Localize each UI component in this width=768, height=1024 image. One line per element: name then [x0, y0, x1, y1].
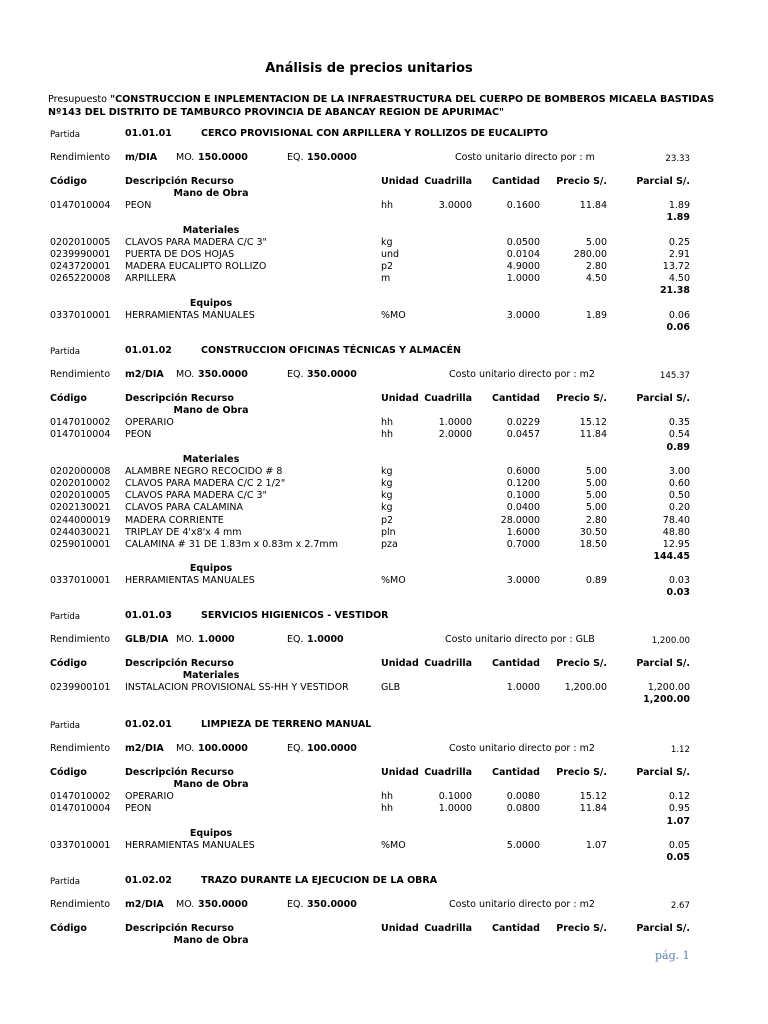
row-code: 0147010004	[50, 200, 111, 212]
header-descripcion: Descripción Recurso	[125, 767, 234, 778]
row-precio: 1.07	[585, 839, 607, 851]
eq-value: 100.0000	[307, 743, 357, 754]
header-cuadrilla: Cuadrilla	[424, 767, 472, 778]
header-descripcion: Descripción Recurso	[125, 923, 234, 934]
row-precio: 5.00	[585, 478, 607, 490]
row-cuadrilla: 1.0000	[438, 803, 472, 815]
row-description: INSTALACION PROVISIONAL SS-HH Y VESTIDOR	[125, 682, 349, 694]
rendimiento-unit: m2/DIA	[125, 369, 164, 380]
row-cantidad: 0.6000	[506, 465, 540, 477]
group-subtotal: 1,200.00	[643, 694, 690, 706]
header-precio: Precio S/.	[556, 658, 607, 669]
costo-unit: m2	[579, 899, 595, 910]
header-codigo: Código	[50, 658, 87, 669]
group-subtotal: 144.45	[653, 550, 690, 562]
row-cantidad: 5.0000	[506, 839, 540, 851]
rendimiento-unit: m/DIA	[125, 152, 158, 163]
header-precio: Precio S/.	[556, 176, 607, 187]
partida-name: TRAZO DURANTE LA EJECUCION DE LA OBRA	[201, 875, 438, 886]
row-unit: %MO	[381, 309, 406, 321]
partida-label: Partida	[50, 347, 81, 357]
partida-name: CERCO PROVISIONAL CON ARPILLERA Y ROLLIZOS DE EUCALIPTO	[201, 128, 548, 139]
row-unit: kg	[381, 465, 393, 477]
row-cuadrilla: 2.0000	[438, 429, 472, 441]
header-codigo: Código	[50, 176, 87, 187]
partida-code: 01.01.02	[125, 345, 172, 356]
rendimiento-unit: GLB/DIA	[125, 634, 169, 645]
row-unit: hh	[381, 429, 394, 441]
row-cantidad: 1.6000	[506, 526, 540, 538]
row-precio: 5.00	[585, 465, 607, 477]
group-subtotal: 1.07	[666, 815, 690, 827]
row-precio: 11.84	[579, 429, 607, 441]
row-code: 0337010001	[50, 309, 111, 321]
row-code: 0202010002	[50, 478, 111, 490]
row-precio: 0.89	[585, 575, 607, 587]
header-unidad: Unidad	[381, 767, 419, 778]
header-unidad: Unidad	[381, 923, 419, 934]
header-descripcion: Descripción Recurso	[125, 658, 234, 669]
partida-code: 01.02.02	[125, 875, 172, 886]
costo-prefix: Costo unitario directo por :	[449, 743, 577, 754]
row-cantidad: 0.7000	[506, 538, 540, 550]
group-title: Mano de Obra	[173, 779, 249, 791]
row-unit: kg	[381, 236, 393, 248]
row-unit: hh	[381, 200, 394, 212]
header-cantidad: Cantidad	[492, 176, 540, 187]
row-description: CLAVOS PARA MADERA C/C 3"	[125, 490, 267, 502]
rendimiento-label: Rendimiento	[50, 899, 111, 910]
row-code: 0239900101	[50, 682, 111, 694]
row-unit: hh	[381, 417, 394, 429]
group-title: Equipos	[189, 827, 233, 839]
row-precio: 5.00	[585, 502, 607, 514]
header-parcial: Parcial S/.	[636, 176, 690, 187]
mo-value: 350.0000	[198, 369, 248, 380]
row-parcial: 78.40	[662, 514, 690, 526]
row-description: MADERA CORRIENTE	[125, 514, 224, 526]
row-precio: 4.50	[585, 273, 607, 285]
costo-prefix: Costo unitario directo por :	[449, 369, 577, 380]
rendimiento-label: Rendimiento	[50, 369, 111, 380]
row-code: 0202010005	[50, 236, 111, 248]
row-parcial: 1,200.00	[647, 682, 690, 694]
row-code: 0147010002	[50, 417, 111, 429]
row-cantidad: 0.0229	[506, 417, 540, 429]
eq-value: 350.0000	[307, 369, 357, 380]
row-description: MADERA EUCALIPTO ROLLIZO	[125, 261, 267, 273]
costo-unitario-value: 145.37	[659, 371, 690, 381]
header-precio: Precio S/.	[556, 923, 607, 934]
partida-code: 01.01.01	[125, 128, 172, 139]
rendimiento-label: Rendimiento	[50, 634, 111, 645]
header-codigo: Código	[50, 767, 87, 778]
row-parcial: 0.35	[668, 417, 690, 429]
mo-value: 1.0000	[198, 634, 235, 645]
row-cantidad: 4.9000	[506, 261, 540, 273]
row-description: HERRAMIENTAS MANUALES	[125, 309, 255, 321]
row-parcial: 13.72	[662, 261, 690, 273]
row-code: 0147010002	[50, 791, 111, 803]
rendimiento-label: Rendimiento	[50, 743, 111, 754]
row-code: 0147010004	[50, 429, 111, 441]
rendimiento-label: Rendimiento	[50, 152, 111, 163]
eq-label: EQ.	[287, 899, 304, 910]
eq-value: 350.0000	[307, 899, 357, 910]
header-cuadrilla: Cuadrilla	[424, 923, 472, 934]
row-cuadrilla: 1.0000	[438, 417, 472, 429]
row-precio: 18.50	[579, 538, 607, 550]
row-code: 0244030021	[50, 526, 111, 538]
row-unit: pza	[381, 538, 398, 550]
row-cantidad: 3.0000	[506, 575, 540, 587]
row-code: 0243720001	[50, 261, 111, 273]
header-cantidad: Cantidad	[492, 393, 540, 404]
group-title: Mano de Obra	[173, 935, 249, 947]
header-cuadrilla: Cuadrilla	[424, 658, 472, 669]
costo-unitario-value: 1.12	[670, 745, 690, 755]
row-precio: 15.12	[579, 791, 607, 803]
row-code: 0259010001	[50, 538, 111, 550]
partida-label: Partida	[50, 877, 81, 887]
row-description: PEON	[125, 200, 152, 212]
costo-unitario-label	[455, 152, 595, 164]
row-code: 0202010005	[50, 490, 111, 502]
costo-prefix: Costo unitario directo por :	[449, 899, 577, 910]
row-cantidad: 28.0000	[500, 514, 540, 526]
row-parcial: 0.05	[668, 839, 690, 851]
header-codigo: Código	[50, 393, 87, 404]
group-title: Materiales	[182, 453, 240, 465]
row-unit: kg	[381, 478, 393, 490]
partida-code: 01.01.03	[125, 610, 172, 621]
partida-label: Partida	[50, 612, 81, 622]
header-parcial: Parcial S/.	[636, 767, 690, 778]
row-code: 0244000019	[50, 514, 111, 526]
row-description: CLAVOS PARA CALAMINA	[125, 502, 243, 514]
row-parcial: 2.91	[668, 248, 690, 260]
header-unidad: Unidad	[381, 658, 419, 669]
row-parcial: 0.20	[668, 502, 690, 514]
row-code: 0239990001	[50, 248, 111, 260]
row-precio: 2.80	[585, 514, 607, 526]
group-title: Equipos	[189, 297, 233, 309]
row-cantidad: 0.0104	[506, 248, 540, 260]
row-description: HERRAMIENTAS MANUALES	[125, 575, 255, 587]
row-parcial: 0.06	[668, 309, 690, 321]
costo-unitario-label	[449, 743, 595, 755]
header-parcial: Parcial S/.	[636, 393, 690, 404]
group-subtotal: 0.06	[666, 321, 690, 333]
row-cantidad: 0.0500	[506, 236, 540, 248]
mo-value: 100.0000	[198, 743, 248, 754]
partida-code: 01.02.01	[125, 719, 172, 730]
row-description: PUERTA DE DOS HOJAS	[125, 248, 235, 260]
row-cantidad: 0.0800	[506, 803, 540, 815]
eq-value: 150.0000	[307, 152, 357, 163]
group-title: Mano de Obra	[173, 405, 249, 417]
row-precio: 280.00	[573, 248, 607, 260]
row-precio: 5.00	[585, 490, 607, 502]
row-cuadrilla: 0.1000	[438, 791, 472, 803]
costo-unitario-value: 2.67	[670, 901, 690, 911]
row-code: 0202130021	[50, 502, 111, 514]
eq-label: EQ.	[287, 369, 304, 380]
group-subtotal: 21.38	[659, 285, 690, 297]
row-description: CLAVOS PARA MADERA C/C 2 1/2"	[125, 478, 286, 490]
row-precio: 11.84	[579, 200, 607, 212]
row-cantidad: 3.0000	[506, 309, 540, 321]
row-cuadrilla: 3.0000	[438, 200, 472, 212]
presupuesto-label: Presupuesto	[48, 94, 108, 105]
mo-value: 150.0000	[198, 152, 248, 163]
row-description: OPERARIO	[125, 791, 174, 803]
row-unit: p2	[381, 261, 394, 273]
row-parcial: 0.60	[668, 478, 690, 490]
costo-prefix: Costo unitario directo por :	[455, 152, 583, 163]
row-cantidad: 1.0000	[506, 682, 540, 694]
mo-label: MO.	[176, 899, 195, 910]
group-title: Mano de Obra	[173, 188, 249, 200]
row-code: 0147010004	[50, 803, 111, 815]
partida-label: Partida	[50, 721, 81, 731]
row-description: PEON	[125, 803, 152, 815]
partida-name: LIMPIEZA DE TERRENO MANUAL	[201, 719, 372, 730]
row-parcial: 48.80	[662, 526, 690, 538]
eq-label: EQ.	[287, 634, 304, 645]
row-parcial: 3.00	[668, 465, 690, 477]
row-precio: 30.50	[579, 526, 607, 538]
group-subtotal: 0.05	[666, 852, 690, 864]
costo-unit: m2	[579, 369, 595, 380]
costo-unit: GLB	[575, 634, 595, 645]
header-unidad: Unidad	[381, 176, 419, 187]
row-description: ALAMBRE NEGRO RECOCIDO # 8	[125, 465, 283, 477]
row-unit: GLB	[381, 682, 401, 694]
row-parcial: 0.50	[668, 490, 690, 502]
header-cantidad: Cantidad	[492, 767, 540, 778]
row-code: 0337010001	[50, 575, 111, 587]
mo-value: 350.0000	[198, 899, 248, 910]
row-precio: 15.12	[579, 417, 607, 429]
row-unit: hh	[381, 803, 394, 815]
group-subtotal: 0.89	[666, 441, 690, 453]
costo-unitario-value: 23.33	[665, 154, 690, 164]
row-description: ARPILLERA	[125, 273, 176, 285]
group-subtotal: 0.03	[666, 587, 690, 599]
row-cantidad: 0.1600	[506, 200, 540, 212]
row-code: 0265220008	[50, 273, 111, 285]
group-title: Materiales	[182, 670, 240, 682]
row-cantidad: 0.1000	[506, 490, 540, 502]
mo-label: MO.	[176, 152, 195, 163]
row-description: TRIPLAY DE 4'x8'x 4 mm	[125, 526, 242, 538]
row-precio: 5.00	[585, 236, 607, 248]
costo-prefix: Costo unitario directo por :	[445, 634, 573, 645]
header-parcial: Parcial S/.	[636, 923, 690, 934]
presupuesto-block	[48, 93, 714, 119]
row-cantidad: 1.0000	[506, 273, 540, 285]
costo-unitario-value: 1,200.00	[651, 636, 690, 646]
row-cantidad: 0.0080	[506, 791, 540, 803]
header-precio: Precio S/.	[556, 393, 607, 404]
eq-value: 1.0000	[307, 634, 344, 645]
costo-unitario-label	[445, 634, 595, 646]
costo-unit: m2	[579, 743, 595, 754]
presupuesto-line2: Nº143 DEL DISTRITO DE TAMBURCO PROVINCIA DE ABANCAY REGION DE APURIMAC"	[48, 107, 504, 118]
row-unit: kg	[381, 502, 393, 514]
row-cantidad: 0.1200	[506, 478, 540, 490]
rendimiento-unit: m2/DIA	[125, 743, 164, 754]
row-parcial: 0.25	[668, 236, 690, 248]
costo-unitario-label	[449, 369, 595, 381]
row-precio: 1.89	[585, 309, 607, 321]
header-cantidad: Cantidad	[492, 923, 540, 934]
row-unit: p2	[381, 514, 394, 526]
header-parcial: Parcial S/.	[636, 658, 690, 669]
row-cantidad: 0.0457	[506, 429, 540, 441]
header-precio: Precio S/.	[556, 767, 607, 778]
partida-name: CONSTRUCCION OFICINAS TÉCNICAS Y ALMACÉN	[201, 345, 461, 356]
row-code: 0337010001	[50, 839, 111, 851]
group-title: Materiales	[182, 224, 240, 236]
header-cuadrilla: Cuadrilla	[424, 393, 472, 404]
mo-label: MO.	[176, 369, 195, 380]
row-parcial: 0.54	[668, 429, 690, 441]
group-subtotal: 1.89	[666, 212, 690, 224]
costo-unitario-label	[449, 899, 595, 911]
rendimiento-unit: m2/DIA	[125, 899, 164, 910]
row-parcial: 4.50	[668, 273, 690, 285]
row-parcial: 12.95	[662, 538, 690, 550]
row-parcial: 0.12	[668, 791, 690, 803]
row-parcial: 0.03	[668, 575, 690, 587]
partida-label: Partida	[50, 130, 81, 140]
row-unit: hh	[381, 791, 394, 803]
header-descripcion: Descripción Recurso	[125, 393, 234, 404]
header-codigo: Código	[50, 923, 87, 934]
row-description: OPERARIO	[125, 417, 174, 429]
row-unit: %MO	[381, 839, 406, 851]
group-title: Equipos	[189, 563, 233, 575]
row-unit: %MO	[381, 575, 406, 587]
header-unidad: Unidad	[381, 393, 419, 404]
eq-label: EQ.	[287, 152, 304, 163]
mo-label: MO.	[176, 634, 195, 645]
row-unit: m	[381, 273, 391, 285]
row-unit: pln	[381, 526, 396, 538]
header-cuadrilla: Cuadrilla	[424, 176, 472, 187]
row-precio: 2.80	[585, 261, 607, 273]
row-cantidad: 0.0400	[506, 502, 540, 514]
row-precio: 11.84	[579, 803, 607, 815]
row-description: CLAVOS PARA MADERA C/C 3"	[125, 236, 267, 248]
row-description: CALAMINA # 31 DE 1.83m x 0.83m x 2.7mm	[125, 538, 338, 550]
partida-name: SERVICIOS HIGIENICOS - VESTIDOR	[201, 610, 389, 621]
eq-label: EQ.	[287, 743, 304, 754]
page-number: pág. 1	[655, 949, 690, 962]
costo-unit: m	[585, 152, 595, 163]
row-parcial: 0.95	[668, 803, 690, 815]
row-precio: 1,200.00	[564, 682, 607, 694]
row-unit: kg	[381, 490, 393, 502]
mo-label: MO.	[176, 743, 195, 754]
row-description: PEON	[125, 429, 152, 441]
presupuesto-line1: "CONSTRUCCION E INPLEMENTACION DE LA INFRAESTRUCTURA DEL CUERPO DE BOMBEROS MICAELA BASTIDAS	[110, 94, 715, 105]
row-description: HERRAMIENTAS MANUALES	[125, 839, 255, 851]
page-title: Análisis de precios unitarios	[265, 61, 473, 76]
header-descripcion: Descripción Recurso	[125, 176, 234, 187]
header-cantidad: Cantidad	[492, 658, 540, 669]
row-code: 0202000008	[50, 465, 111, 477]
row-unit: und	[381, 248, 400, 260]
row-parcial: 1.89	[668, 200, 690, 212]
